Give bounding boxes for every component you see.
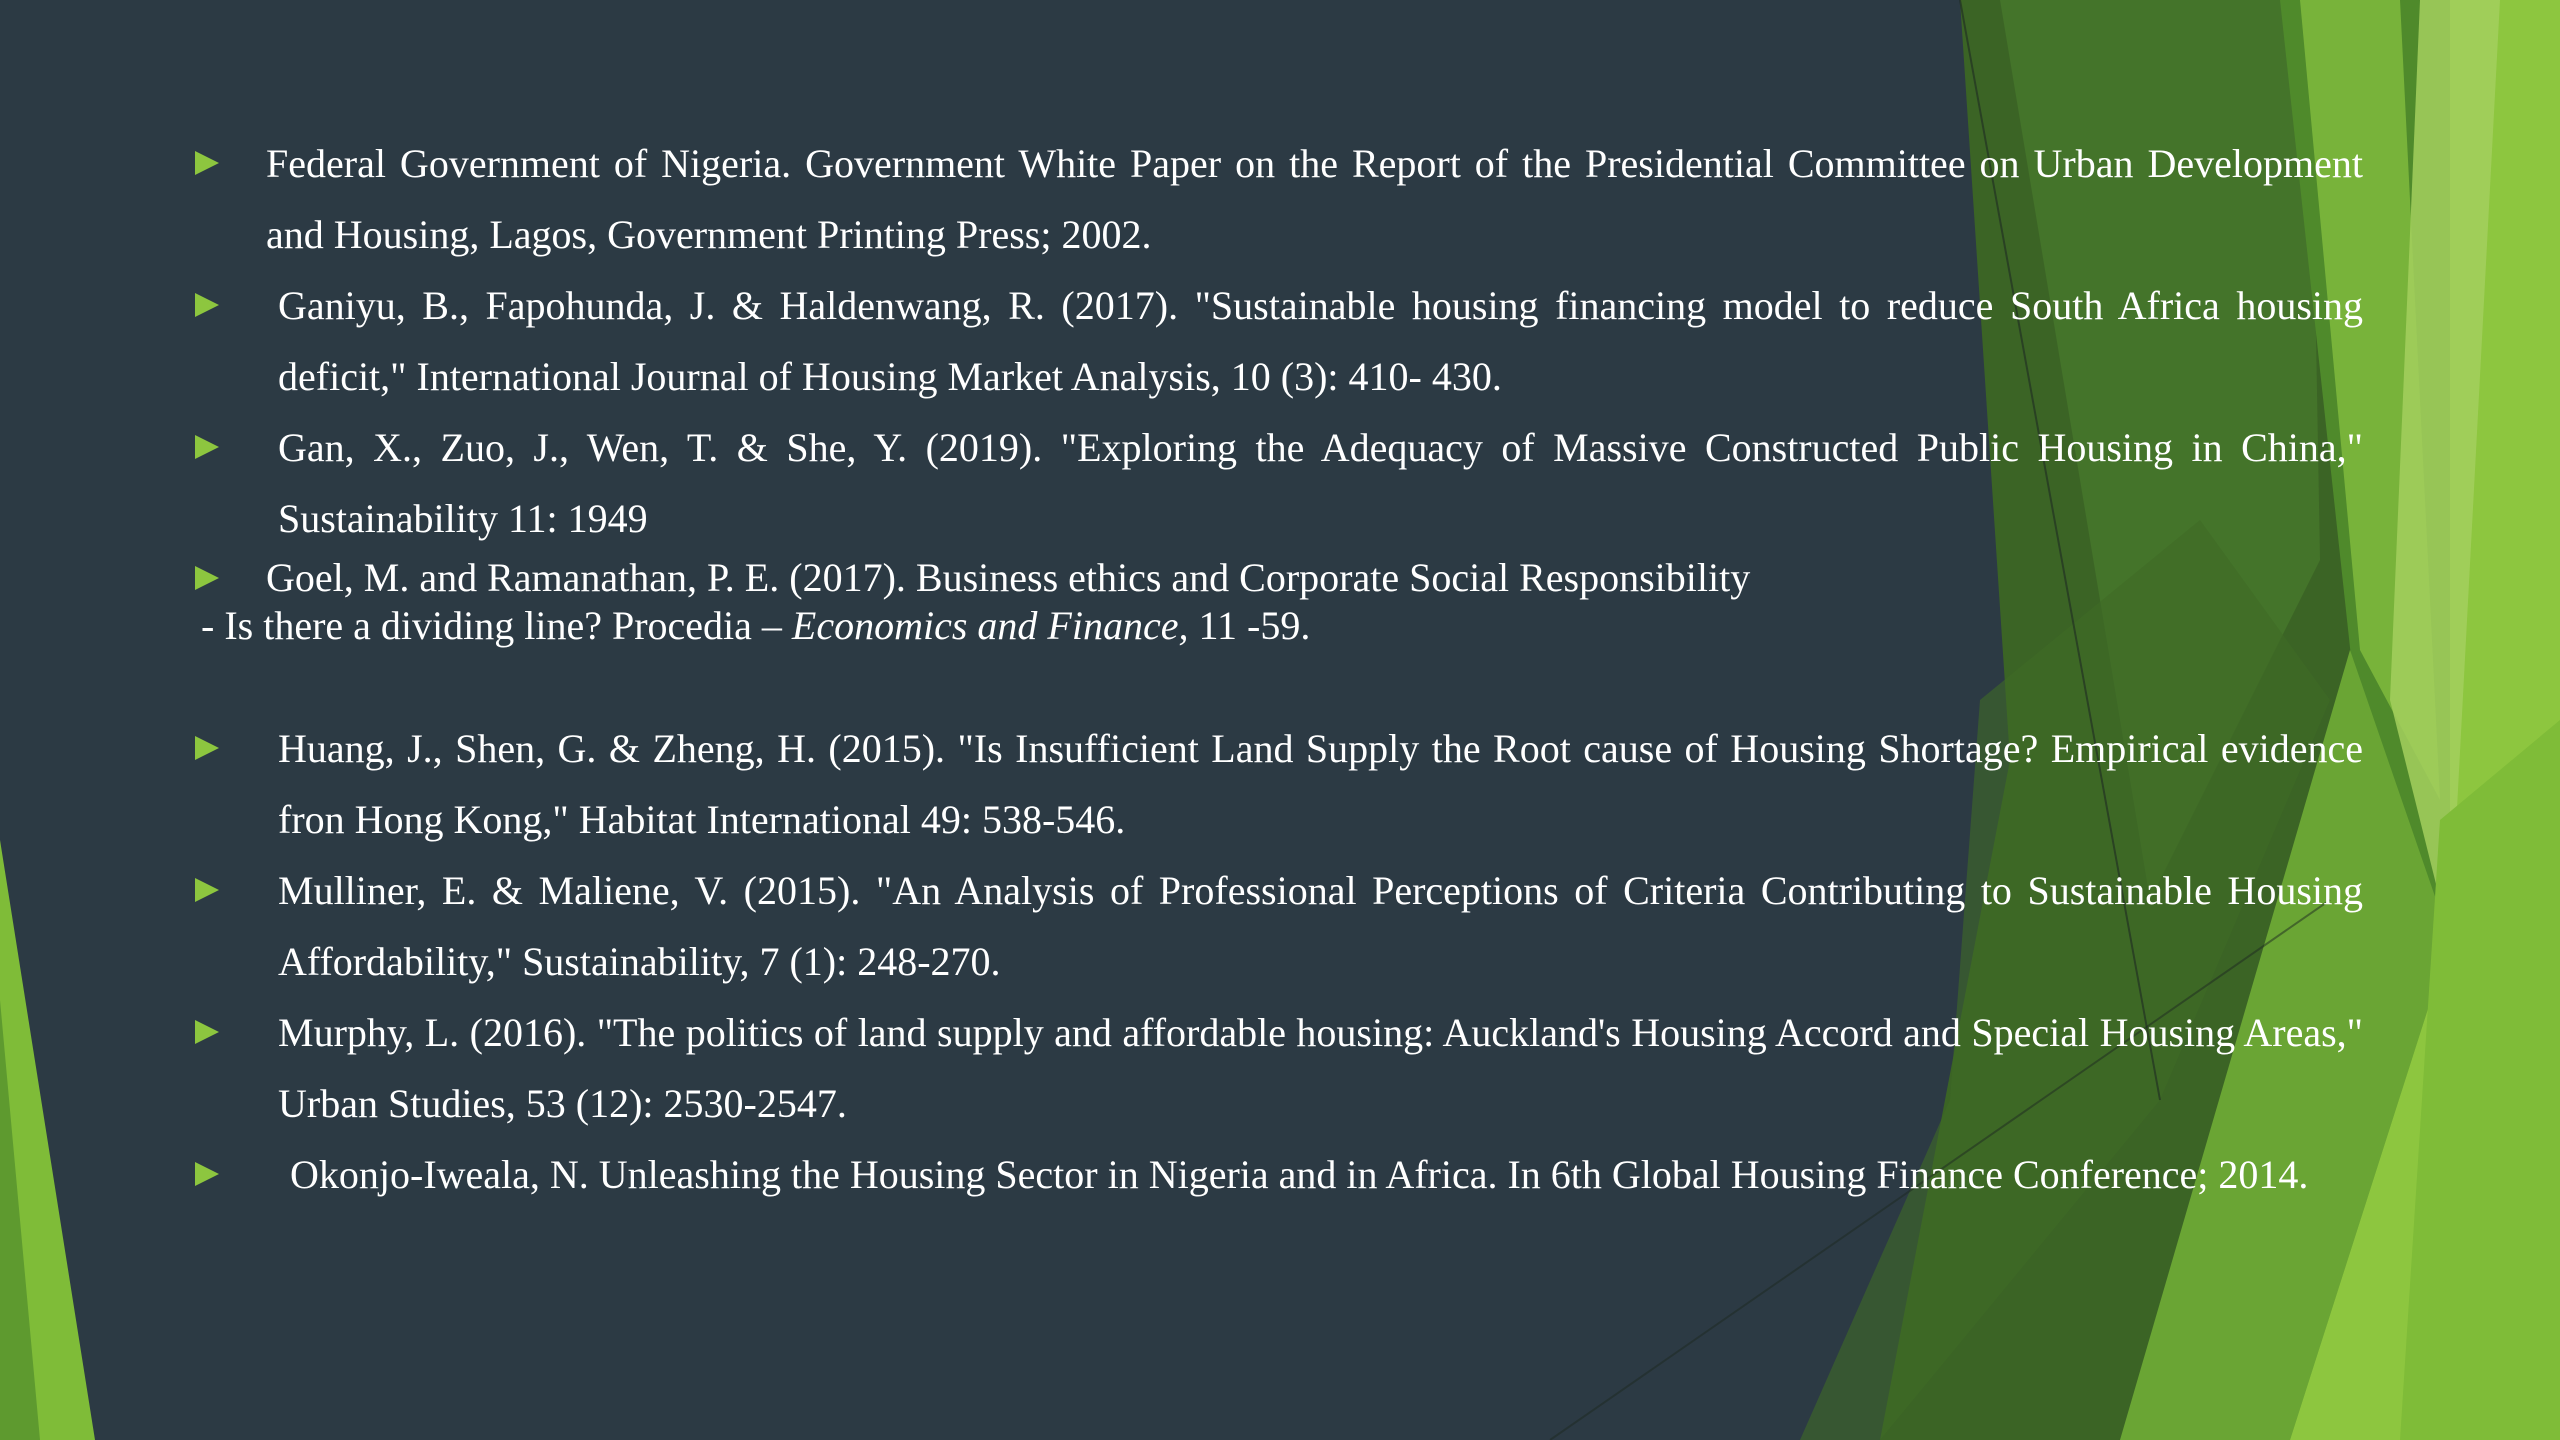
reference-journal-italic: Economics and Finance, — [791, 603, 1189, 648]
reference-text: Federal Government of Nigeria. Government White Paper on the Report of the Presidential Committee on Urban Development and Housing, Lagos, Government Printing Press; 2002. — [266, 141, 2363, 257]
reference-text: Gan, X., Zuo, J., Wen, T. & She, Y. (2019). "Exploring the Adequacy of Massive Constructed Public Housing in China," Sustainability 11: 1949 — [278, 425, 2363, 541]
reference-line-2-plain: - Is there a dividing line? Procedia – — [201, 603, 792, 648]
reference-item — [195, 855, 2363, 997]
triangle-right-icon — [195, 1020, 219, 1044]
reference-item — [195, 270, 2363, 412]
reference-text: Huang, J., Shen, G. & Zheng, H. (2015). "Is Insufficient Land Supply the Root cause of Housing Shortage? Empirical evidence fron Hong Kong," Habitat International 49: 538-546. — [278, 726, 2363, 842]
reference-item — [195, 412, 2363, 554]
reference-text: Mulliner, E. & Maliene, V. (2015). "An Analysis of Professional Perceptions of Criteria Contributing to Sustainable Housing Affordability," Sustainability, 7 (1): 248-270. — [278, 868, 2363, 984]
reference-item — [195, 554, 2363, 650]
reference-list — [195, 128, 2363, 1210]
triangle-right-icon — [195, 435, 219, 459]
triangle-right-icon — [195, 566, 219, 590]
reference-text: Okonjo-Iweala, N. Unleashing the Housing Sector in Nigeria and in Africa. In 6th Global Housing Finance Conference; 2014. — [290, 1152, 2309, 1197]
reference-item — [195, 1139, 2363, 1210]
reference-text-block — [195, 554, 2363, 650]
reference-line-2-end: 11 -59. — [1188, 603, 1311, 648]
reference-text: Ganiyu, B., Fapohunda, J. & Haldenwang, R. (2017). "Sustainable housing financing model to reduce South Africa housing deficit," International Journal of Housing Market Analysis, 10 (3): 410- 430. — [278, 283, 2363, 399]
reference-item — [195, 713, 2363, 855]
triangle-right-icon — [195, 878, 219, 902]
spacer — [195, 650, 2363, 713]
reference-item — [195, 128, 2363, 270]
reference-line-1: Goel, M. and Ramanathan, P. E. (2017). Business ethics and Corporate Social Responsibility — [266, 555, 1751, 600]
triangle-right-icon — [195, 151, 219, 175]
reference-line-2 — [201, 602, 2363, 650]
triangle-right-icon — [195, 736, 219, 760]
triangle-right-icon — [195, 293, 219, 317]
triangle-right-icon — [195, 1162, 219, 1186]
reference-item — [195, 997, 2363, 1139]
reference-text: Murphy, L. (2016). "The politics of land supply and affordable housing: Auckland's Housing Accord and Special Housing Areas," Urban Studies, 53 (12): 2530-2547. — [278, 1010, 2363, 1126]
